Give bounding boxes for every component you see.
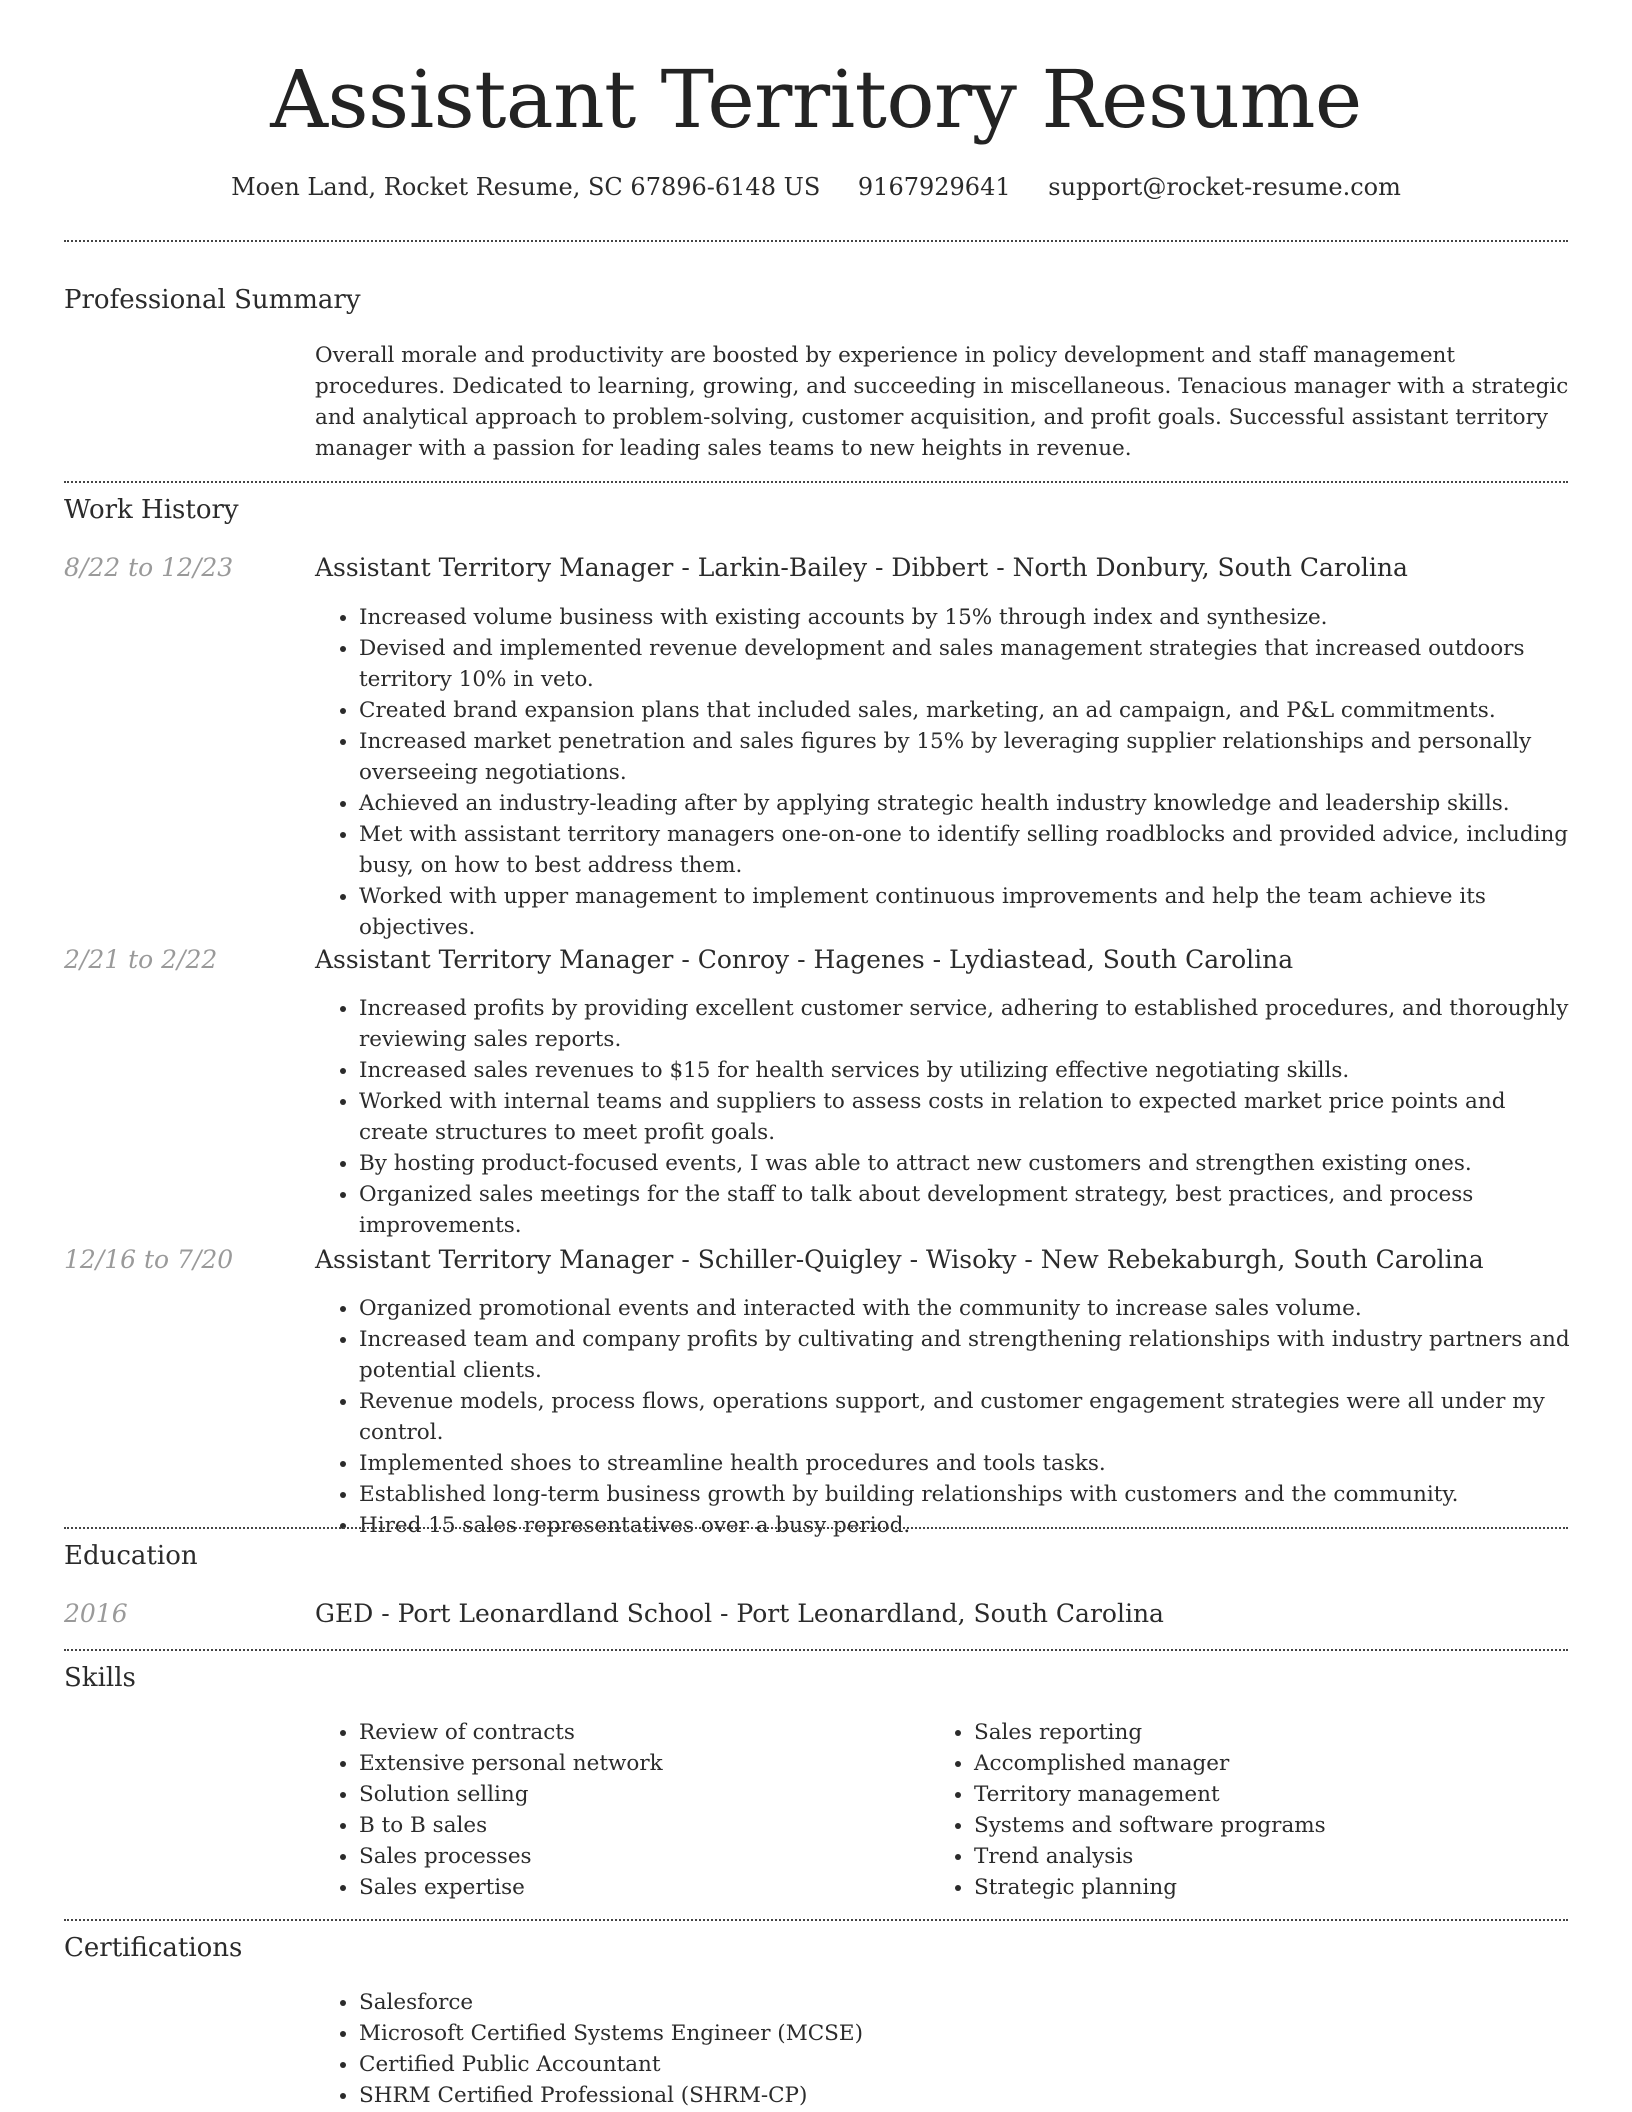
list-item: • Increased sales revenues to $15 for health services by utilizing effective negotiating skills.: [359, 1055, 1577, 1086]
job-bullets: [315, 602, 1577, 943]
list-item: • Worked with upper management to implement continuous improvements and help the team achieve its objectives.: [359, 881, 1577, 943]
skills-list-right: [930, 1717, 1545, 1903]
list-item: • Accomplished manager: [974, 1748, 1545, 1779]
summary-text: Overall morale and productivity are boosted by experience in policy development and staff management procedures. Dedicated to learning, growing, and succeeding in miscellaneous. Tenacious manager with a strategic and analytical approach to problem-solving, customer acquisition, and profit goals. Successful assistant territory manager with a passion for leading sales teams to new heights in revenue.: [315, 343, 1569, 461]
contact-phone: 9167929641: [857, 173, 1011, 201]
contact-address: Moen Land, Rocket Resume, SC 67896-6148 US: [231, 173, 821, 201]
list-item: • Review of contracts: [359, 1717, 930, 1748]
list-item: • Trend analysis: [974, 1841, 1545, 1872]
section-divider: [64, 1919, 1568, 1921]
list-item: • Strategic planning: [974, 1872, 1545, 1903]
work-history-heading: Work History: [64, 495, 239, 525]
section-divider: [64, 481, 1568, 483]
list-item: • Implemented shoes to streamline health procedures and tools tasks.: [359, 1448, 1577, 1479]
job-title: Assistant Territory Manager - Conroy - Hagenes - Lydiastead, South Carolina: [315, 945, 1294, 974]
education-heading: Education: [64, 1541, 198, 1571]
list-item: • Organized sales meetings for the staff to talk about development strategy, best practices, and process improvements.: [359, 1179, 1577, 1241]
list-item: • Met with assistant territory managers one-on-one to identify selling roadblocks and provided advice, including busy, on how to best address them.: [359, 819, 1577, 881]
list-item: • Microsoft Certified Systems Engineer (MCSE): [359, 2018, 1577, 2049]
list-item: • Solution selling: [359, 1779, 930, 1810]
list-item: • SHRM Certified Professional (SHRM-CP): [359, 2080, 1577, 2111]
list-item: • Increased market penetration and sales figures by 15% by leveraging supplier relationships and personally overseeing negotiations.: [359, 726, 1577, 788]
list-item: • Established long-term business growth by building relationships with customers and the community.: [359, 1479, 1577, 1510]
education-year: 2016: [64, 1599, 128, 1628]
section-divider: [64, 240, 1568, 242]
list-item: • Devised and implemented revenue development and sales management strategies that increased outdoors territory 10% in veto.: [359, 633, 1577, 695]
job-title: Assistant Territory Manager - Larkin-Bailey - Dibbert - North Donbury, South Carolina: [315, 553, 1408, 582]
job-title: Assistant Territory Manager - Schiller-Quigley - Wisoky - New Rebekaburgh, South Carolina: [315, 1245, 1484, 1274]
list-item: • B to B sales: [359, 1810, 930, 1841]
education-entry: GED - Port Leonardland School - Port Leonardland, South Carolina: [315, 1599, 1164, 1628]
certifications-heading: Certifications: [64, 1933, 243, 1963]
list-item: • By hosting product-focused events, I was able to attract new customers and strengthen existing ones.: [359, 1148, 1577, 1179]
contact-email: support@rocket-resume.com: [1048, 173, 1401, 201]
skills-heading: Skills: [64, 1663, 136, 1693]
job-bullets: [315, 993, 1577, 1241]
job-dates: 8/22 to 12/23: [64, 553, 234, 582]
list-item: • Worked with internal teams and suppliers to assess costs in relation to expected market price points and create structures to meet profit goals.: [359, 1086, 1577, 1148]
skills-list-left: [315, 1717, 930, 1903]
list-item: • Territory management: [974, 1779, 1545, 1810]
job-dates: 2/21 to 2/22: [64, 945, 218, 974]
job-dates: 12/16 to 7/20: [64, 1245, 234, 1274]
list-item: • Revenue models, process flows, operations support, and customer engagement strategies were all under my control.: [359, 1386, 1577, 1448]
list-item: • Systems and software programs: [974, 1810, 1545, 1841]
list-item: • Sales expertise: [359, 1872, 930, 1903]
list-item: • Increased volume business with existing accounts by 15% through index and synthesize.: [359, 602, 1577, 633]
contact-line: [0, 170, 1632, 204]
list-item: • Salesforce: [359, 1987, 1577, 2018]
list-item: • Created brand expansion plans that included sales, marketing, an ad campaign, and P&L commitments.: [359, 695, 1577, 726]
list-item: • Achieved an industry-leading after by applying strategic health industry knowledge and leadership skills.: [359, 788, 1577, 819]
certifications-list: [315, 1987, 1577, 2111]
summary-heading: Professional Summary: [64, 285, 361, 315]
list-item: • Sales processes: [359, 1841, 930, 1872]
list-item: • Certified Public Accountant: [359, 2049, 1577, 2080]
section-divider: [64, 1527, 1568, 1529]
list-item: • Sales reporting: [974, 1717, 1545, 1748]
list-item: • Extensive personal network: [359, 1748, 930, 1779]
resume-title: Assistant Territory Resume: [270, 53, 1362, 146]
section-divider: [64, 1649, 1568, 1651]
list-item: • Organized promotional events and interacted with the community to increase sales volume.: [359, 1293, 1577, 1324]
list-item: • Increased profits by providing excellent customer service, adhering to established procedures, and thoroughly reviewing sales reports.: [359, 993, 1577, 1055]
list-item: • Hired 15 sales representatives over a busy period.: [359, 1510, 1577, 1541]
job-bullets: [315, 1293, 1577, 1541]
list-item: • Increased team and company profits by cultivating and strengthening relationships with industry partners and potential clients.: [359, 1324, 1577, 1386]
